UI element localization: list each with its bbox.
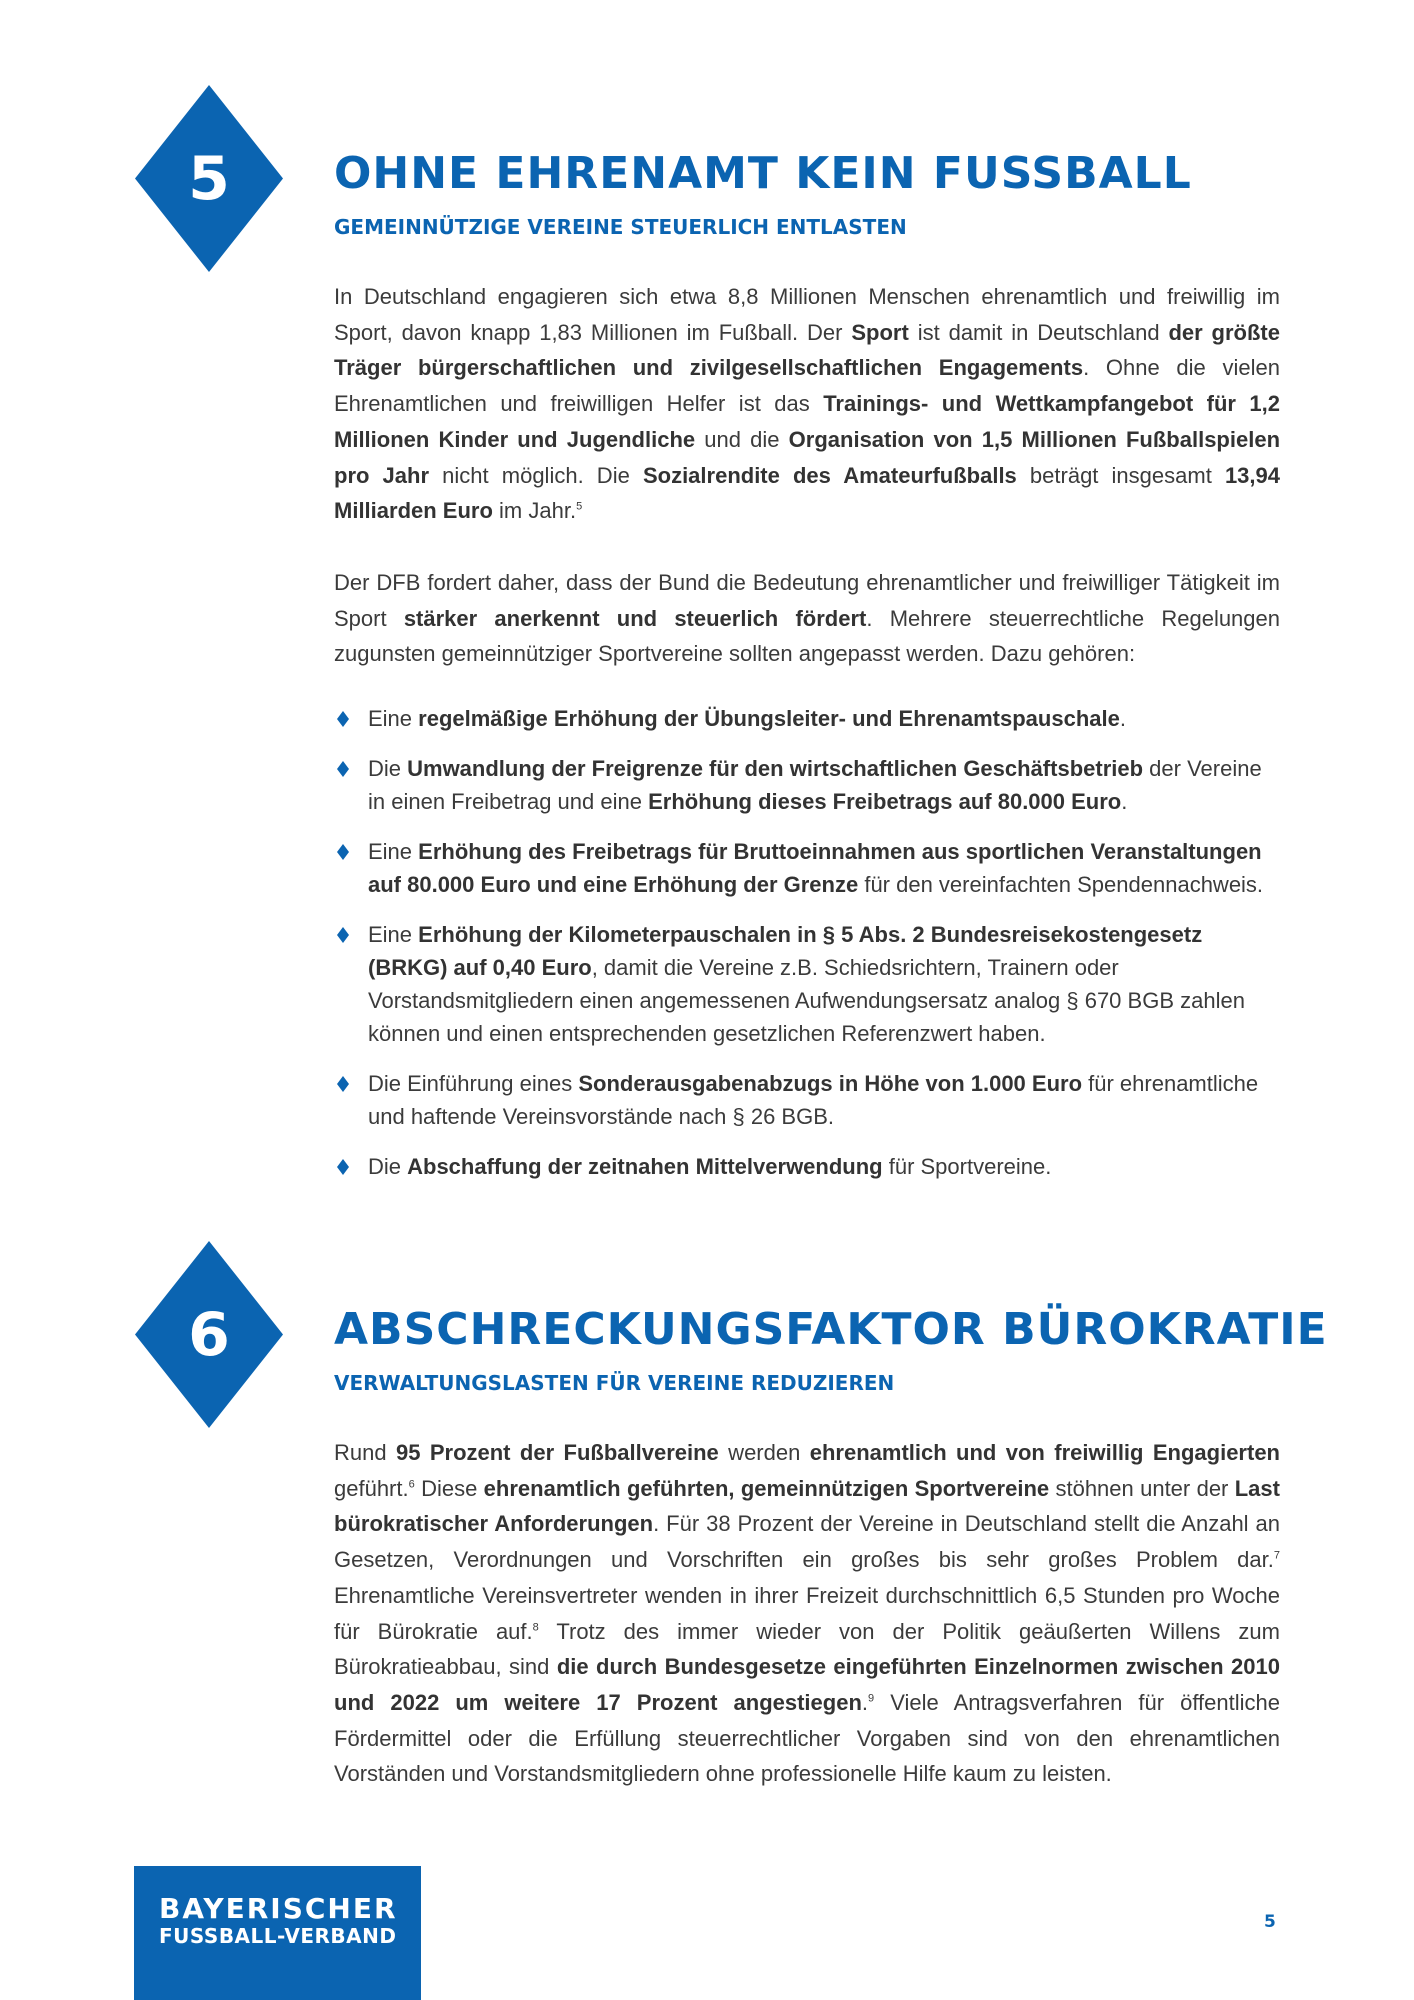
body-text: . Ohne die vielen Ehrenamtlichen und freiwilligen Helfer ist das <box>334 355 1280 417</box>
section-5-paragraph-1 <box>334 279 1280 529</box>
body-text: Viele Antragsverfahren für öffentliche Fördermittel oder die Erfüllung steuerrechtlicher Vorgaben sind von den ehrenamtlichen Vorständen und Vorstandsmitgliedern ohne professionelle Hilfe kaum zu leisten. <box>334 1689 1280 1787</box>
bullet-item <box>334 752 1280 818</box>
footnote-marker: 9 <box>868 1692 875 1705</box>
body-text: In Deutschland engagieren sich etwa 8,8 Millionen Menschen ehrenamtlich und freiwillig im Sport, davon knapp 1,83 Millionen im Fußball. Der <box>334 284 1280 345</box>
body-text: stöhnen unter der <box>1049 1475 1235 1501</box>
body-text: . <box>1121 789 1128 814</box>
section-number: 5 <box>188 143 230 214</box>
diamond-bullet-icon <box>337 711 349 727</box>
diamond-bullet-icon <box>337 1159 349 1175</box>
section-6-paragraph-1 <box>334 1435 1280 1792</box>
section-subtitle: GEMEINNÜTZIGE VEREINE STEUERLICH ENTLASTEN <box>334 215 907 239</box>
body-text: für ehrenamtliche und haftende Vereinsvorstände nach § 26 BGB. <box>368 1071 1259 1129</box>
footnote-marker: 5 <box>576 500 583 513</box>
diamond-bullet-icon <box>337 844 349 860</box>
emphasis-text: Erhöhung dieses Freibetrags auf 80.000 Euro <box>648 789 1122 814</box>
body-text: Die <box>368 1154 408 1179</box>
logo-line-1: BAYERISCHER <box>159 1892 398 1925</box>
body-text: Trotz des immer wieder von der Politik geäußerten Willens zum Bürokratieabbau, sind <box>334 1618 1280 1680</box>
bullet-item <box>334 702 1280 735</box>
diamond-bullet-icon <box>337 761 349 777</box>
body-text: Ehrenamtliche Vereinsvertreter wenden in ihrer Freizeit durchschnittlich 6,5 Stunden pro Woche für Bürokratie auf. <box>334 1582 1280 1644</box>
body-text: beträgt insgesamt <box>1016 462 1225 488</box>
emphasis-text: stärker anerkennt und steuerlich fördert <box>403 605 867 631</box>
bullet-item <box>334 835 1280 901</box>
demands-bullet-list <box>334 702 1280 1200</box>
section-title: OHNE EHRENAMT KEIN FUSSBALL <box>334 148 1192 199</box>
emphasis-text: Last bürokratischer Anforderungen <box>334 1475 1280 1537</box>
section-6-number-diamond <box>135 1241 283 1428</box>
body-text: Die <box>368 756 408 781</box>
emphasis-text: der größte Träger bürgerschaftlichen und zivilgesellschaftlichen Engagements <box>334 319 1280 381</box>
emphasis-text: 95 Prozent der Fußballvereine <box>395 1440 719 1465</box>
body-text: geführt. <box>334 1475 409 1501</box>
emphasis-text: die durch Bundesgesetze eingeführten Einzelnormen zwischen 2010 und 2022 um weitere 17 Prozent angestiegen <box>334 1654 1280 1715</box>
bullet-item <box>334 918 1280 1050</box>
footnote-marker: 6 <box>408 1478 415 1491</box>
body-text: nicht möglich. Die <box>429 462 643 488</box>
body-text: . <box>1119 706 1126 731</box>
emphasis-text: ehrenamtlich und von freiwillig Engagierten <box>809 1440 1280 1465</box>
emphasis-text: regelmäßige Erhöhung der Übungsleiter- und Ehrenamtspauschale <box>418 706 1120 731</box>
emphasis-text: Erhöhung der Kilometerpauschalen in § 5 Abs. 2 Bundesreisekostengesetz (BRKG) auf 0,40 Euro <box>368 922 1203 980</box>
emphasis-text: Organisation von 1,5 Millionen Fußballspielen pro Jahr <box>334 426 1281 488</box>
body-text: werden <box>718 1440 810 1465</box>
body-text: und die <box>695 426 789 452</box>
section-5-paragraph-2 <box>334 565 1280 672</box>
section-5-number-diamond <box>135 85 283 272</box>
body-text: . <box>861 1689 869 1715</box>
body-text: . Mehrere steuerrechtliche Regelungen zugunsten gemeinnütziger Sportvereine sollten angepasst werden. Dazu gehören: <box>334 605 1281 667</box>
emphasis-text: Trainings- und Wettkampfangebot für 1,2 Millionen Kinder und Jugendliche <box>334 391 1280 452</box>
body-text: . Für 38 Prozent der Vereine in Deutschland stellt die Anzahl an Gesetzen, Verordnungen und Vorschriften ein großes bis sehr großes Problem dar. <box>334 1511 1280 1573</box>
emphasis-text: Sport <box>851 319 909 345</box>
footnote-marker: 8 <box>532 1621 539 1634</box>
emphasis-text: Umwandlung der Freigrenze für den wirtschaftlichen Geschäftsbetrieb <box>407 756 1144 781</box>
body-text: Eine <box>368 706 419 731</box>
body-text: , damit die Vereine z.B. Schiedsrichtern, Trainern oder Vorstandsmitgliedern einen angemessenen Aufwendungsersatz analog § 670 BGB zahlen können und einen entsprechenden gesetzlichen Referenzwert haben. <box>368 955 1245 1046</box>
emphasis-text: 13,94 Milliarden Euro <box>334 462 1280 524</box>
body-text: ist damit in Deutschland <box>908 319 1169 345</box>
body-text: Die Einführung eines <box>368 1071 579 1096</box>
body-text: Eine <box>368 839 419 864</box>
bullet-item <box>334 1067 1280 1133</box>
emphasis-text: ehrenamtlich geführten, gemeinnützigen Sportvereine <box>483 1475 1050 1501</box>
body-text: für den vereinfachten Spendennachweis. <box>858 872 1264 897</box>
diamond-bullet-icon <box>337 927 349 943</box>
body-text: Der DFB fordert daher, dass der Bund die Bedeutung ehrenamtlicher und freiwilliger Tätigkeit im Sport <box>334 570 1280 631</box>
section-subtitle: VERWALTUNGSLASTEN FÜR VEREINE REDUZIEREN <box>334 1371 895 1395</box>
body-text: im Jahr. <box>492 498 577 524</box>
section-number: 6 <box>188 1299 230 1370</box>
logo-line-2: FUSSBALL-VERBAND <box>159 1924 397 1948</box>
footnote-marker: 7 <box>1273 1549 1280 1562</box>
bullet-item <box>334 1150 1280 1183</box>
diamond-bullet-icon <box>337 1076 349 1092</box>
body-text: für Sportvereine. <box>882 1154 1052 1179</box>
body-text: Eine <box>368 922 419 947</box>
emphasis-text: Sozialrendite des Amateurfußballs <box>642 462 1017 488</box>
bfv-logo <box>134 1866 421 2000</box>
body-text: der Vereine in einen Freibetrag und eine <box>368 756 1262 814</box>
page-number: 5 <box>1264 1912 1276 1932</box>
body-text: Rund <box>334 1440 396 1465</box>
emphasis-text: Sonderausgabenabzugs in Höhe von 1.000 Euro <box>578 1071 1083 1096</box>
body-text: Diese <box>414 1475 484 1501</box>
section-title: ABSCHRECKUNGSFAKTOR BÜROKRATIE <box>334 1304 1328 1355</box>
emphasis-text: Erhöhung des Freibetrags für Bruttoeinnahmen aus sportlichen Veranstaltungen auf 80.000 Euro und eine Erhöhung der Grenze <box>368 839 1262 897</box>
emphasis-text: Abschaffung der zeitnahen Mittelverwendung <box>407 1154 883 1179</box>
